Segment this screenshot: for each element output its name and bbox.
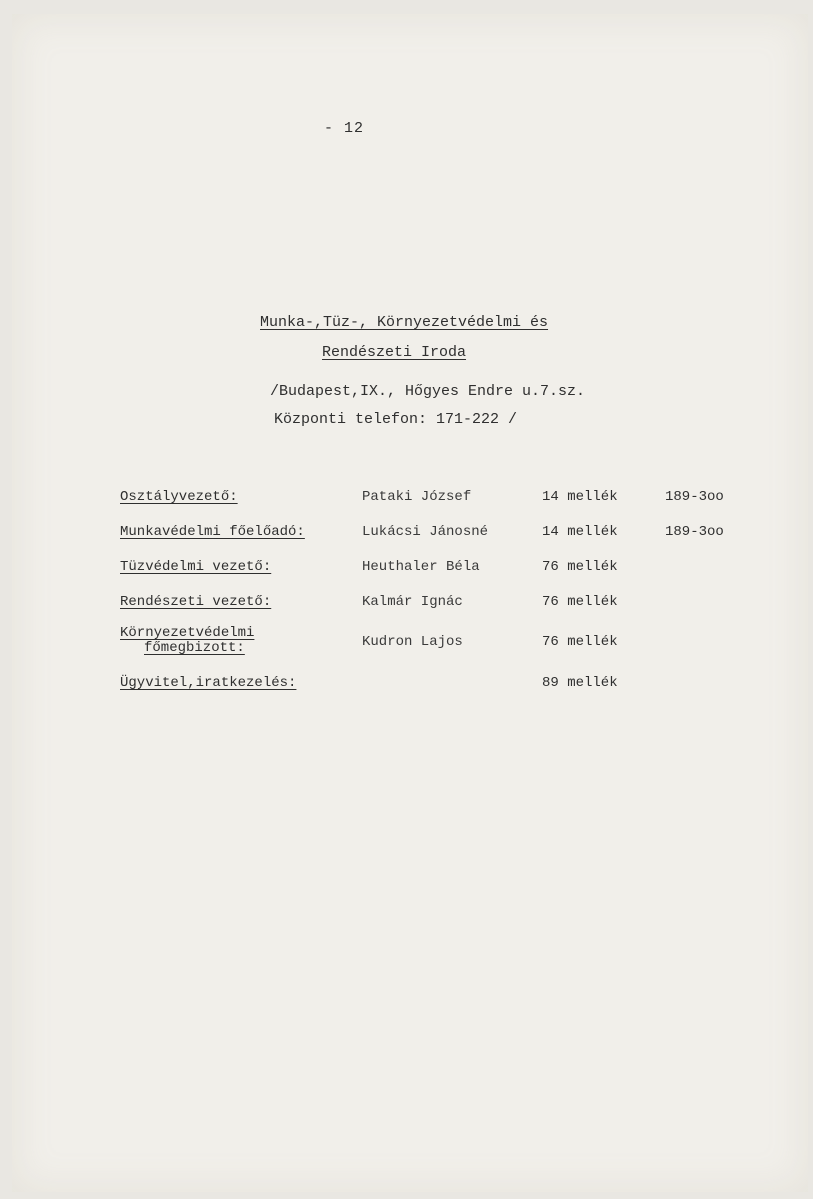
row-extension: 76 mellék xyxy=(542,634,618,650)
document-page xyxy=(12,14,808,1192)
heading-line-2: Rendészeti Iroda xyxy=(322,344,467,361)
row-label-rendeszeti: Rendészeti vezető: xyxy=(120,594,272,610)
phone-line: Központi telefon: 171-222 / xyxy=(274,411,518,428)
row-extension: 76 mellék xyxy=(542,559,618,575)
row-label-osztalyvezeto: Osztályvezető: xyxy=(120,489,238,505)
row-label-line-1: Környezetvédelmi xyxy=(120,625,255,641)
row-name: Heuthaler Béla xyxy=(362,559,480,575)
row-name: Pataki József xyxy=(362,489,472,505)
row-label-line-2: főmegbizott: xyxy=(144,640,245,656)
row-name: Kudron Lajos xyxy=(362,634,463,650)
row-label-tuzvedelmi: Tüzvédelmi vezető: xyxy=(120,559,272,575)
row-extension: 14 mellék xyxy=(542,524,618,540)
row-extension: 76 mellék xyxy=(542,594,618,610)
row-label-kornyezetvedelmi xyxy=(120,626,254,656)
row-extension: 89 mellék xyxy=(542,675,618,691)
heading-line-1: Munka-,Tüz-, Környezetvédelmi és xyxy=(260,314,549,331)
row-name: Lukácsi Jánosné xyxy=(362,524,489,540)
row-extension: 14 mellék xyxy=(542,489,618,505)
page-number: - 12 xyxy=(324,120,365,137)
address-line: /Budapest,IX., Hőgyes Endre u.7.sz. xyxy=(270,383,586,400)
row-telephone: 189-3oo xyxy=(665,489,724,505)
row-telephone: 189-3oo xyxy=(665,524,724,540)
row-label-munkavedelmi: Munkavédelmi főelőadó: xyxy=(120,524,305,540)
row-name: Kalmár Ignác xyxy=(362,594,463,610)
row-label-ugyvitel: Ügyvitel,iratkezelés: xyxy=(120,675,297,691)
